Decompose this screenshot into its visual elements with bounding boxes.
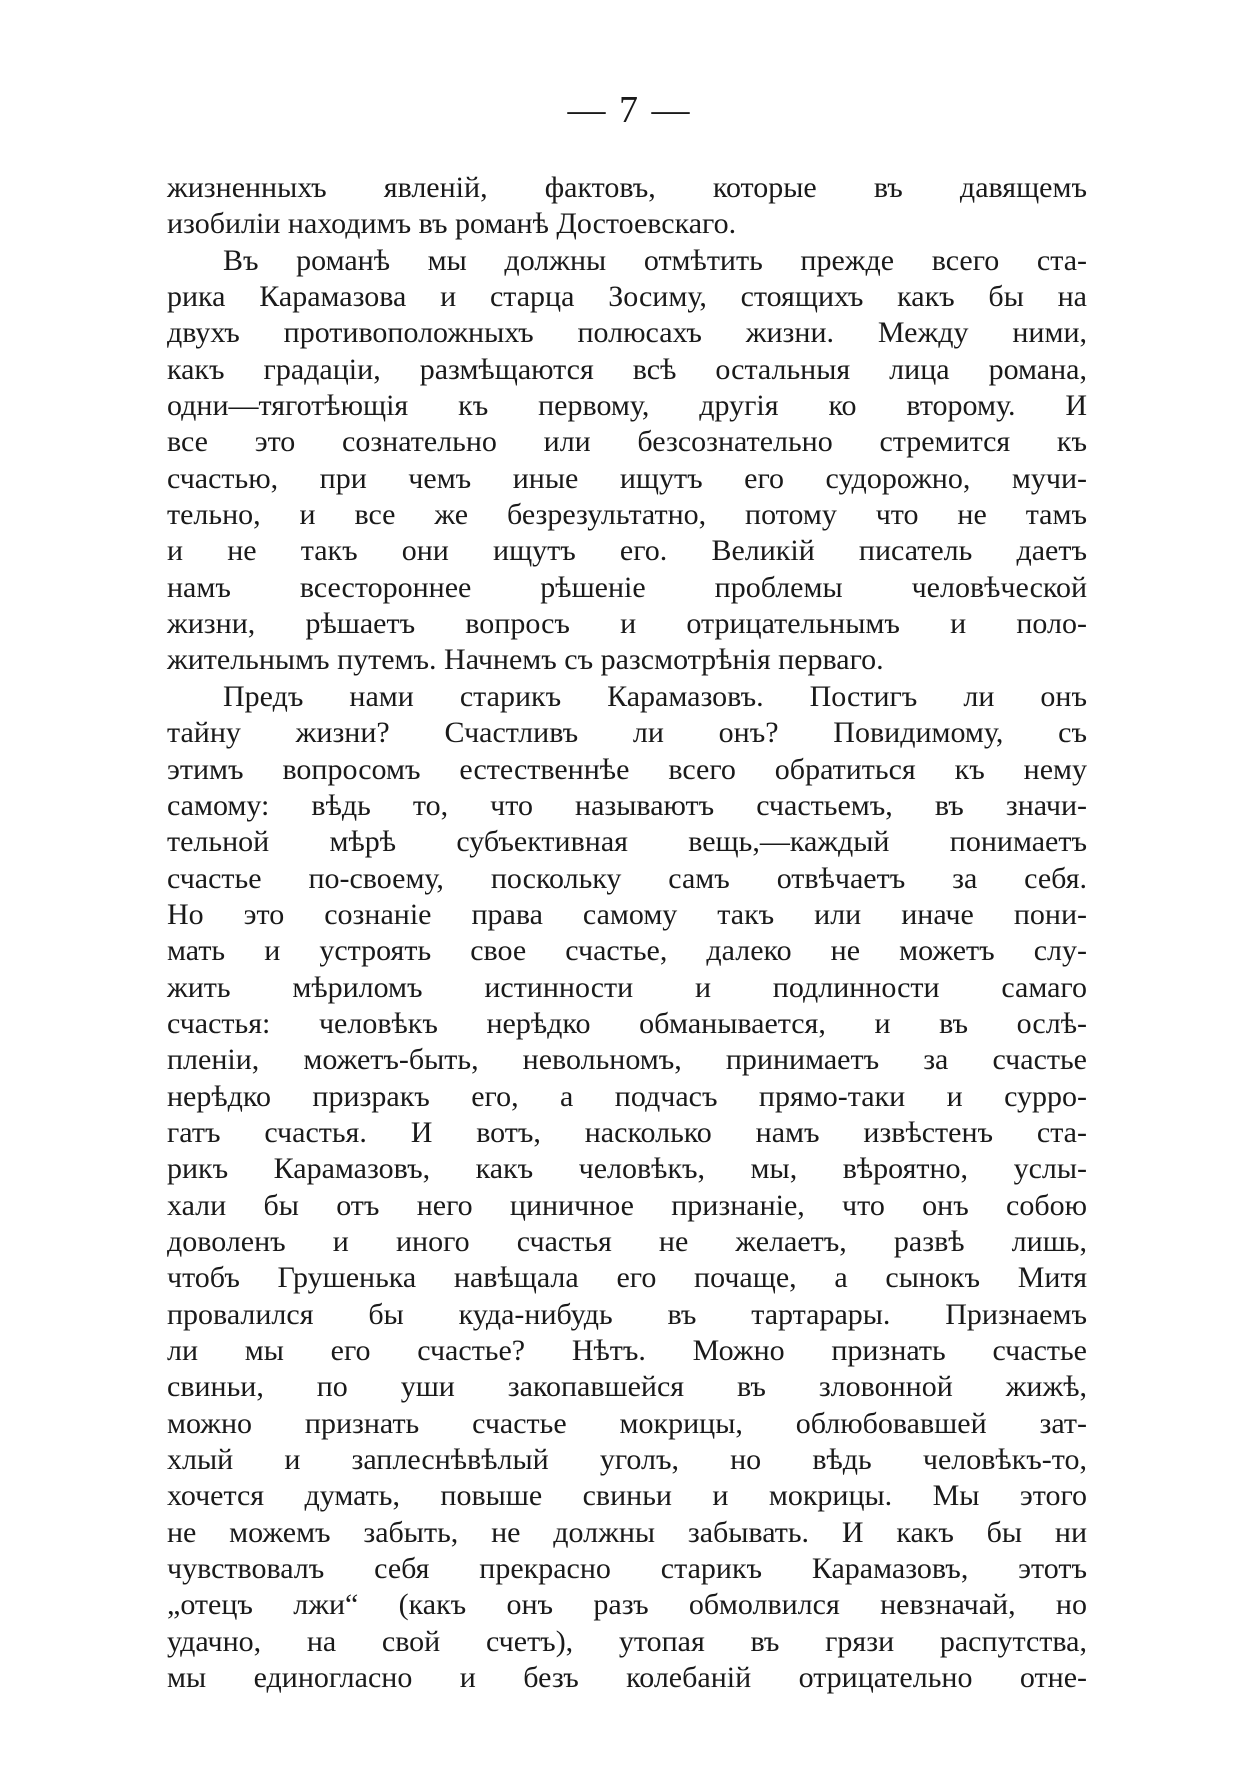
text-line: жизненныхъ явленій, фактовъ, которые въ давящемъ — [167, 171, 1087, 204]
text-line: жительнымъ путемъ. Начнемъ съ разсмотрѣнія перваго. — [167, 643, 884, 677]
text-line: тельной мѣрѣ субъективная вещь,—каждый понимаетъ — [167, 825, 1087, 859]
text-line: одни—тяготѣющія къ первому, другія ко второму. И — [167, 389, 1087, 423]
text-line: гатъ счастья. И вотъ, насколько намъ извѣстенъ ста- — [167, 1115, 1087, 1149]
body-text — [167, 170, 1087, 1696]
text-line: все это сознательно или безсознательно стремится къ — [167, 425, 1087, 459]
text-line: мы единогласно и безъ колебаній отрицательно отне- — [167, 1661, 1087, 1695]
text-line: рикъ Карамазовъ, какъ человѣкъ, мы, вѣроятно, услы- — [167, 1152, 1087, 1186]
text-line: жить мѣриломъ истинности и подлинности самаго — [167, 970, 1087, 1004]
page-number: — 7 — — [567, 89, 692, 131]
text-line: хочется думать, повыше свиньи и мокрицы. Мы этого — [167, 1479, 1087, 1513]
paragraph-start-line: Предъ нами старикъ Карамазовъ. Постигъ ли онъ — [223, 679, 1087, 713]
text-line: ли мы его счастье? Нѣтъ. Можно признать счастье — [167, 1334, 1087, 1367]
text-line: удачно, на свой счетъ), утопая въ грязи распутства, — [167, 1624, 1087, 1658]
text-line: хали бы отъ него циничное признаніе, что онъ собою — [167, 1188, 1087, 1222]
text-line: доволенъ и иного счастья не желаетъ, развѣ лишь, — [167, 1224, 1087, 1258]
text-line: „отецъ лжи“ (какъ онъ разъ обмолвился невзначай, но — [167, 1588, 1087, 1622]
text-line: чувствовалъ себя прекрасно старикъ Карамазовъ, этотъ — [167, 1552, 1087, 1586]
text-line: свиньи, по уши закопавшейся въ зловонной жижѣ, — [167, 1370, 1087, 1404]
text-line: не можемъ забыть, не должны забывать. И какъ бы ни — [167, 1515, 1087, 1549]
text-line: провалился бы куда-нибудь въ тартарары. Признаемъ — [167, 1297, 1087, 1331]
text-line: жизни, рѣшаетъ вопросъ и отрицательнымъ и поло- — [167, 607, 1087, 641]
paragraph-start-line: Въ романѣ мы должны отмѣтить прежде всего ста- — [223, 243, 1087, 277]
text-line: Но это сознаніе права самому такъ или иначе пони- — [167, 897, 1087, 931]
text-line: чтобъ Грушенька навѣщала его почаще, а сынокъ Митя — [167, 1261, 1087, 1295]
text-line: этимъ вопросомъ естественнѣе всего обратиться къ нему — [167, 752, 1087, 786]
text-line: тайну жизни? Счастливъ ли онъ? Повидимому, съ — [167, 716, 1087, 750]
text-line: мать и устроять свое счастье, далеко не можетъ слу- — [167, 934, 1087, 968]
text-line: счастью, при чемъ иные ищутъ его судорожно, мучи- — [167, 461, 1087, 495]
text-line: счастье по-своему, поскольку самъ отвѣчаетъ за себя. — [167, 861, 1087, 895]
text-line: нерѣдко призракъ его, а подчасъ прямо-таки и сурро- — [167, 1079, 1087, 1113]
text-line: и не такъ они ищутъ его. Великій писатель даетъ — [167, 534, 1087, 568]
text-line: намъ всестороннее рѣшеніе проблемы человѣческой — [167, 570, 1087, 604]
text-line: самому: вѣдь то, что называютъ счастьемъ, въ значи- — [167, 788, 1087, 822]
text-line: хлый и заплеснѣвѣлый уголъ, но вѣдь человѣкъ-то, — [167, 1443, 1087, 1477]
text-line: можно признать счастье мокрицы, облюбовавшей зат- — [167, 1406, 1087, 1440]
text-line: счастья: человѣкъ нерѣдко обманывается, и въ ослѣ- — [167, 1006, 1087, 1040]
text-line: тельно, и все же безрезультатно, потому что не тамъ — [167, 498, 1087, 532]
text-line: изобиліи находимъ въ романѣ Достоевскаго. — [167, 207, 737, 241]
text-line: двухъ противоположныхъ полюсахъ жизни. Между ними, — [167, 316, 1087, 350]
text-line: пленіи, можетъ-быть, невольномъ, принимаетъ за счастье — [167, 1043, 1087, 1077]
text-line: рика Карамазова и старца Зосиму, стоящихъ какъ бы на — [167, 280, 1087, 314]
text-line: какъ градаціи, размѣщаются всѣ остальныя лица романа, — [167, 352, 1087, 386]
